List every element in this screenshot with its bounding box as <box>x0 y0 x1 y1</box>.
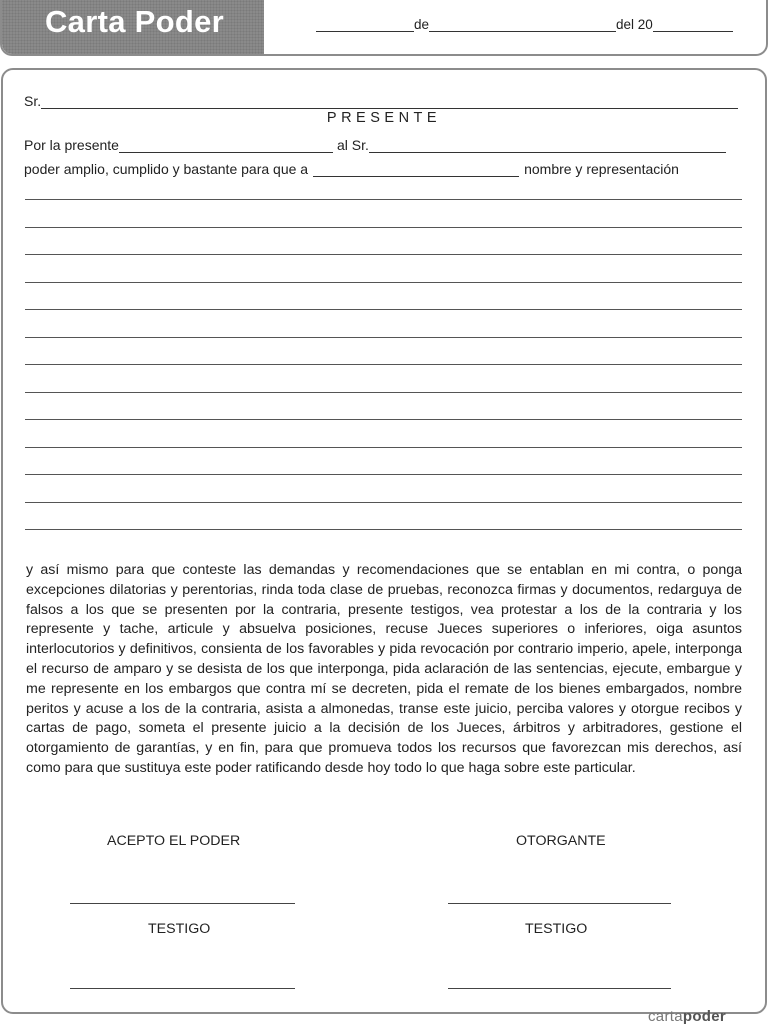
representante-blank[interactable] <box>313 163 519 177</box>
sr-name-blank[interactable] <box>41 95 738 109</box>
testigo-right-label: TESTIGO <box>525 921 588 937</box>
ruled-line[interactable] <box>25 447 742 448</box>
ruled-line[interactable] <box>25 227 742 228</box>
year-blank[interactable] <box>653 18 733 32</box>
day-blank[interactable] <box>316 18 414 32</box>
ruled-line[interactable] <box>25 309 742 310</box>
signature-line-otorgante[interactable] <box>448 903 671 904</box>
signature-line-testigo-left[interactable] <box>70 988 295 989</box>
acepto-el-poder-label: ACEPTO EL PODER <box>107 833 241 849</box>
otorgante-name-blank[interactable] <box>119 139 333 153</box>
ruled-line[interactable] <box>25 419 742 420</box>
por-la-presente-row <box>24 137 726 153</box>
ruled-line[interactable] <box>25 502 742 503</box>
month-blank[interactable] <box>429 18 616 32</box>
form-box <box>1 68 767 1014</box>
ruled-line[interactable] <box>25 529 742 530</box>
nombre-representacion-label: nombre y representación <box>524 161 679 177</box>
ruled-line[interactable] <box>25 282 742 283</box>
date-de-label: de <box>414 17 430 32</box>
signature-line-acepto[interactable] <box>70 903 295 904</box>
page-title: Carta Poder <box>45 4 225 39</box>
sr-label: Sr. <box>24 93 42 109</box>
presente-heading: PRESENTE <box>326 110 442 126</box>
header-box <box>0 0 768 56</box>
poder-amplio-label: poder amplio, cumplido y bastante para que a <box>24 161 309 177</box>
date-del-label: del 20 <box>616 17 653 32</box>
signature-line-testigo-right[interactable] <box>448 988 671 989</box>
al-sr-label: al Sr. <box>336 137 369 153</box>
brand-logo: cartapoder <box>648 1008 727 1024</box>
powers-paragraph: y así mismo para que conteste las demandas y recomendaciones que se entablan en mi contra, o ponga excepciones dilatorias y perentorias, rinda toda clase de pruebas, reconozca firmas y documentos, redarguya de falsos a los que se presenten por la contraria, presente testigos, vea protestar a los de la contraria y los represente y tache, articule y absuelva posiciones, recuse Jueces superiores o inferiores, oiga asuntos interlocutorios y definitivos, consienta de los favorables y pida revocación por contrario imperio, apele, interponga el recurso de amparo y se desista de los que interponga, pida aclaración de las sentencias, ejecute, embargue y me represente en los embargos que contra mí se decreten, pida el remate de los bienes embargados, nombre peritos y acuse a los de la contraria, asista a almonedas, transe este juicio, perciba valores y otorgue recibos y cartas de pago, someta el presente juicio a la decisión de los Jueces, árbitros y arbitradores, gestione el otorgamiento de garantías, y en fin, para que promueva todos los recursos que favorezcan mis derechos, así como para que sustituya este poder ratificando desde hoy todo lo que haga sobre este particular. <box>26 562 742 776</box>
ruled-line[interactable] <box>25 392 742 393</box>
ruled-line[interactable] <box>25 474 742 475</box>
ruled-line[interactable] <box>25 199 742 200</box>
ruled-line[interactable] <box>25 337 742 338</box>
poder-amplio-row <box>24 161 679 177</box>
ruled-line[interactable] <box>25 364 742 365</box>
otorgante-label: OTORGANTE <box>516 833 606 849</box>
testigo-left-label: TESTIGO <box>148 921 211 937</box>
date-line <box>316 17 733 32</box>
apoderado-name-blank[interactable] <box>369 139 726 153</box>
ruled-line[interactable] <box>25 254 742 255</box>
sr-row <box>24 93 738 109</box>
por-la-presente-label: Por la presente <box>24 137 119 153</box>
